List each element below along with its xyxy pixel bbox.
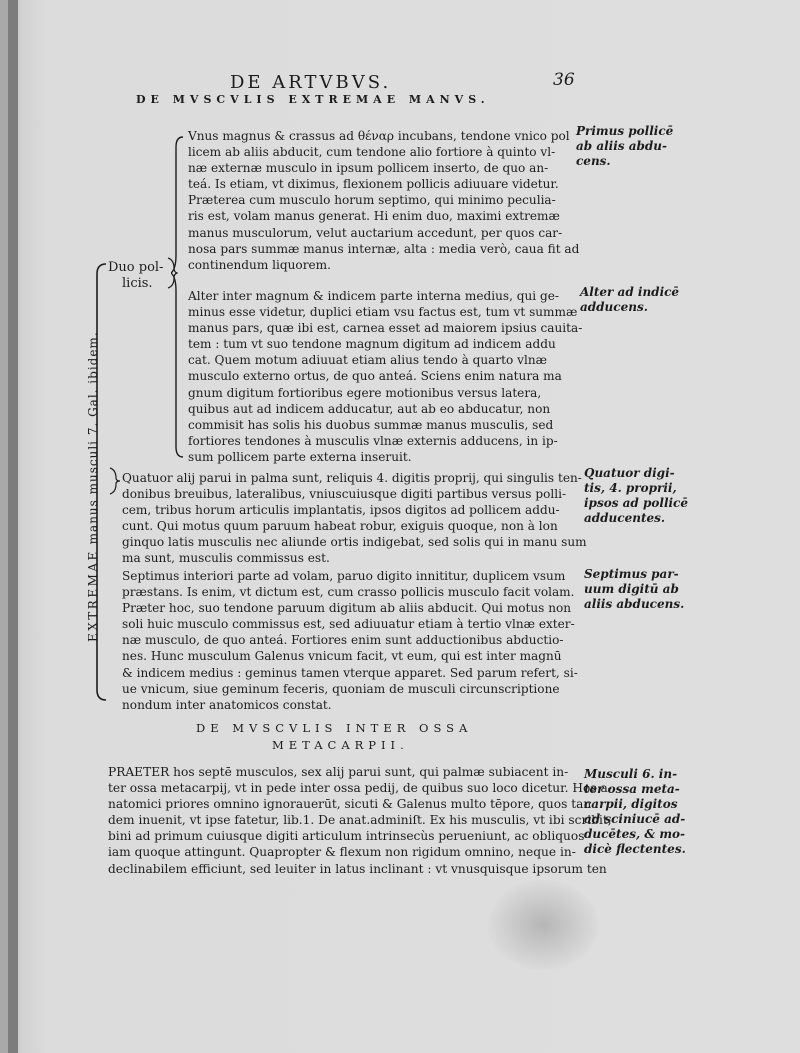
note-line: ipsos ad pollicē [584, 496, 688, 510]
margin-note-primus [576, 124, 673, 169]
note-line: ab aliis abdu- [576, 139, 667, 153]
note-line: adducens. [580, 300, 648, 314]
text-line: donibus breuibus, lateralibus, vniuscuiusque digiti partibus versus polli- [122, 487, 567, 502]
text-line: iam quoque attingunt. Quapropter & flexum non rigidum omnino, neque in- [108, 845, 576, 860]
text-line: minus esse videtur, duplici etiam vsu factus est, tum vt summæ [188, 305, 578, 320]
text-line: cunt. Qui motus quum paruum habeat robur, exiguis quoque, non à lon [122, 519, 558, 534]
text-line: tem : tum vt suo tendone magnum digitum ad indicem addu [188, 337, 556, 352]
note-line: Septimus par- [584, 567, 679, 581]
text-line: nosa pars summæ manus internæ, alta : media verò, caua fit ad [188, 241, 580, 256]
text-line: musculo externo ortus, de quo anteá. Sciens enim natura ma [188, 369, 562, 384]
label-brace [166, 256, 178, 290]
book-page [8, 0, 800, 1053]
text-line: continendum liquorem. [188, 257, 331, 272]
water-stain [488, 880, 598, 970]
text-line: ue vnicum, siue geminum feceris, quoniam de musculi circunscriptione [122, 681, 560, 696]
text-line: gnum digitum fortioribus egere motionibus versus latera, [188, 385, 542, 400]
note-line: ad sciniucē ad- [584, 812, 686, 826]
text-line: Præter hoc, suo tendone paruum digitum ab aliis abducit. Qui motus non [122, 601, 572, 616]
note-line: dicè flectentes. [584, 842, 686, 856]
text-line: næ musculo, de quo anteá. Fortiores enim sunt adductionibus abductio- [122, 633, 564, 648]
running-title: DE ARTVBVS. [230, 72, 392, 93]
text-line: nes. Hunc musculum Galenus vnicum facit, vt eum, qui est inter magnū [122, 649, 562, 664]
paragraph-septimus [122, 568, 578, 713]
paragraph-primus [188, 128, 579, 273]
text-line: næ externæ musculo in ipsum pollicem inserto, de quo an- [188, 161, 549, 176]
section-heading-line2: METACARPII. [272, 738, 409, 752]
text-line: & indicem medius : geminus tamen vterque apparet. Sed parum refert, si- [122, 665, 578, 680]
outer-bracket [94, 262, 108, 702]
note-line: ducētes, & mo- [584, 827, 686, 841]
small-brace [108, 466, 122, 496]
pollicis-bracket [171, 135, 185, 460]
text-line: Septimus interiori parte ad volam, paruo digito innititur, duplicem vsum [122, 569, 566, 583]
side-label-caps: EXTREMAE [86, 549, 100, 642]
text-line: natomici priores omnino ignorauerūt, sicuti & Galenus multo tēpore, quos tan [108, 797, 592, 812]
text-line: quibus aut ad indicem adducatur, aut ab eo abducatur, non [188, 401, 551, 416]
paragraph-praeter [108, 764, 612, 877]
section-heading-line1: DE MVSCVLIS INTER OSSA [196, 721, 473, 735]
group-label-duo-pollicis [108, 260, 163, 292]
text-line: Vnus magnus & crassus ad θέναρ incubans, tendone vnico pol [188, 129, 570, 143]
text-line: dem inuenit, vt ipse fatetur, lib.1. De anat.adminiſt. Ex his musculis, vt ibi scribit, [108, 813, 612, 828]
text-line: licem ab aliis abducit, cum tendone alio fortiore à quinto vl- [188, 145, 556, 160]
margin-note-quatuor [584, 466, 688, 526]
text-line: fortiores tendones à musculis vlnæ externis adducens, in ip- [188, 433, 558, 448]
text-line: soli huic musculo commissus est, sed adiuuatur etiam à tertio vlnæ exter- [122, 617, 575, 632]
page-number: 36 [553, 70, 575, 90]
text-line: bini ad primum cuiusque digiti articulum intrinsecùs perueniunt, ac obliquos [108, 829, 585, 844]
paragraph-alter [188, 288, 582, 465]
text-line: ma sunt, musculis commissus est. [122, 551, 330, 566]
text-line: Alter inter magnum & indicem parte interna medius, qui ge- [188, 289, 560, 303]
text-line: manus pars, quæ ibi est, carnea esset ad maiorem ipsius cauita- [188, 321, 583, 336]
note-line: adducentes. [584, 511, 666, 525]
note-line: cens. [576, 154, 611, 168]
note-line: Musculi 6. in- [584, 767, 678, 781]
margin-note-alter [580, 285, 679, 315]
note-line: carpii, digitos [584, 797, 678, 811]
margin-note-musculi [584, 767, 686, 857]
margin-note-septimus [584, 567, 684, 612]
note-line: aliis abducens. [584, 597, 685, 611]
text-line: Quatuor alij parui in palma sunt, reliquis 4. digitis proprij, qui singulis ten- [122, 471, 582, 485]
text-line: manus musculorum, velut auctarium accedunt, per quos car- [188, 225, 563, 240]
text-line: nondum inter anatomicos constat. [122, 697, 332, 712]
text-line: declinabilem efficiunt, sed leuiter in latus inclinant : vt vnusquisque ipsorum ten [108, 861, 607, 876]
text-line: ris est, volam manus generat. Hi enim duo, maximi extremæ [188, 209, 560, 224]
text-line: cat. Quem motum adiuuat etiam alius tendo à quarto vlnæ [188, 353, 548, 368]
text-line: ginquo latis musculis nec aliunde ortis indigebat, sed solis qui in manu sum [122, 535, 587, 550]
paragraph-quatuor [122, 470, 587, 567]
text-line: Præterea cum musculo horum septimo, qui minimo peculia- [188, 193, 556, 208]
text-line: PRAETER hos septē musculos, sex alij parui sunt, qui palmæ subiacent in- [108, 765, 569, 779]
chapter-heading: DE MVSCVLIS EXTREMAE MANVS. [136, 93, 490, 106]
text-line: sum pollicem parte externa inseruit. [188, 449, 412, 464]
note-line: Primus pollicē [576, 124, 674, 138]
note-line: Quatuor digi- [584, 466, 675, 480]
text-line: ter ossa metacarpij, vt in pede inter ossa pedij, de quibus suo loco dicetur. Hos a- [108, 781, 612, 796]
note-line: tis, 4. proprii, [584, 481, 677, 495]
group-label-line: licis. [122, 276, 153, 291]
text-line: commisit has solis his duobus summæ manus musculis, sed [188, 417, 554, 432]
note-line: ter ossa meta- [584, 782, 680, 796]
text-line: teá. Is etiam, vt diximus, flexionem pollicis adiuuare videtur. [188, 177, 559, 192]
note-line: Alter ad indicē [580, 285, 680, 299]
side-label-rest: manus musculi 7. Gal. ibidem. [86, 331, 100, 545]
group-label-line: Duo pol- [108, 260, 164, 275]
text-line: cem, tribus horum articulis implantatis, ipsos digitos ad pollicem addu- [122, 503, 560, 518]
page-spine [8, 0, 18, 1053]
note-line: uum digitū ab [584, 582, 679, 596]
text-line: præstans. Is enim, vt dictum est, cum crasso pollicis musculo facit volam. [122, 585, 575, 600]
